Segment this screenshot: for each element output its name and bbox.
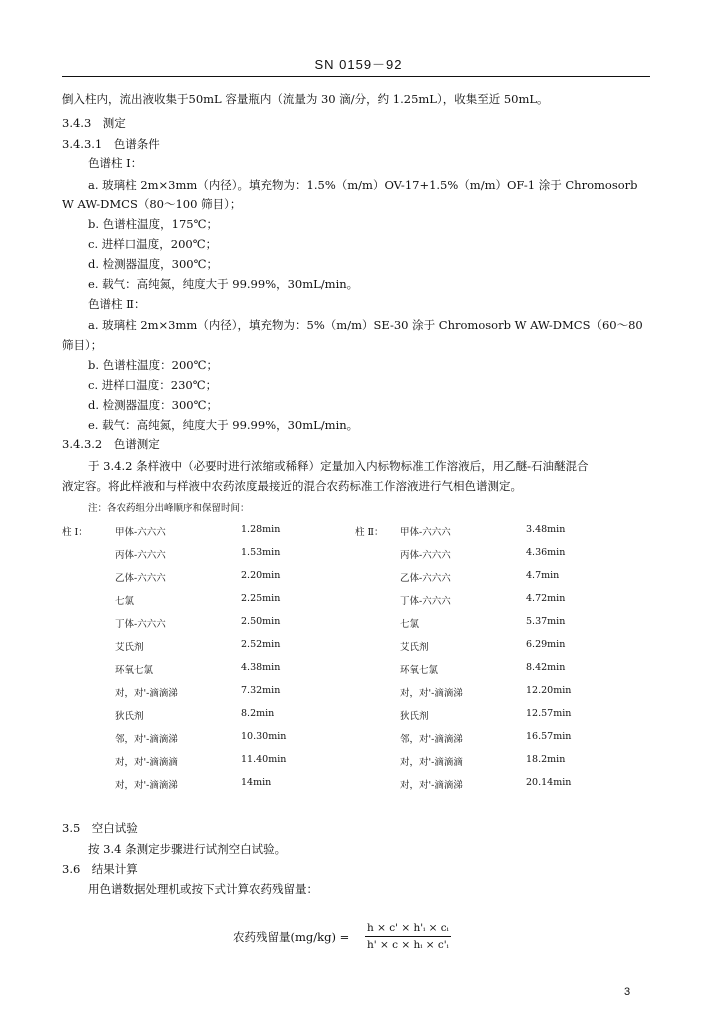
column-2-title: 色谱柱 Ⅱ： bbox=[88, 297, 146, 311]
column-2-item-a: a. 玻璃柱 2m×3mm（内径），填充物为：5%（m/m）SE-30 涂于 Chromosorb W AW-DMCS（60～80 bbox=[88, 318, 643, 332]
formula-denominator: h' × c × hᵢ × c'ᵢ bbox=[367, 939, 449, 951]
retention-time: 1.53min bbox=[241, 547, 281, 558]
retention-time: 2.20min bbox=[241, 570, 281, 581]
column-1-item-c: c. 进样口温度，200℃； bbox=[88, 237, 218, 251]
retention-time: 18.2min bbox=[526, 754, 566, 765]
section-heading-3-5: 3.5 空白试验 bbox=[62, 821, 138, 835]
column-1-item-d: d. 检测器温度，300℃； bbox=[88, 257, 218, 271]
header-rule bbox=[62, 76, 650, 77]
retention-time: 20.14min bbox=[526, 777, 572, 788]
column-2-item-d: d. 检测器温度：300℃； bbox=[88, 398, 218, 412]
page-number: 3 bbox=[624, 986, 631, 998]
column-1-title: 色谱柱 Ⅰ： bbox=[88, 156, 143, 170]
section-heading-3-4-3: 3.4.3 测定 bbox=[62, 116, 126, 130]
compound-name: 对，对'-滴滴滴 bbox=[115, 757, 178, 768]
retention-time: 7.32min bbox=[241, 685, 281, 696]
column-2-item-a-cont: 筛目）； bbox=[62, 338, 103, 352]
paragraph-line: 于 3.4.2 条样液中（必要时进行浓缩或稀释）定量加入内标物标准工作溶液后，用乙醚-石油醚混合 bbox=[88, 459, 589, 473]
column-1-item-b: b. 色谱柱温度，175℃； bbox=[88, 217, 218, 231]
retention-time: 10.30min bbox=[241, 731, 287, 742]
compound-name: 艾氏剂 bbox=[115, 642, 144, 653]
paragraph-line: 按 3.4 条测定步骤进行试剂空白试验。 bbox=[88, 842, 287, 856]
compound-name: 环氧七氯 bbox=[400, 665, 439, 676]
document-code: SN 0159－92 bbox=[314, 57, 403, 72]
retention-time: 4.7min bbox=[526, 570, 560, 581]
retention-time: 1.28min bbox=[241, 524, 281, 535]
paragraph-line: 倒入柱内，流出液收集于50mL 容量瓶内（流量为 30 滴/分，约 1.25mL），收集至近 50mL。 bbox=[62, 92, 549, 106]
retention-time: 3.48min bbox=[526, 524, 566, 535]
compound-name: 对，对'-滴滴涕 bbox=[115, 688, 178, 699]
retention-time: 2.25min bbox=[241, 593, 281, 604]
column-2-item-c: c. 进样口温度：230℃； bbox=[88, 378, 218, 392]
column-2-item-b: b. 色谱柱温度：200℃； bbox=[88, 358, 218, 372]
compound-name: 乙体-六六六 bbox=[115, 573, 166, 584]
compound-name: 丁体-六六六 bbox=[115, 619, 166, 630]
paragraph-line: 液定容。将此样液和与样液中农药浓度最接近的混合农药标准工作溶液进行气相色谱测定。 bbox=[62, 479, 522, 493]
retention-time: 8.2min bbox=[241, 708, 275, 719]
column-1-item-a: a. 玻璃柱 2m×3mm（内径）。填充物为：1.5%（m/m）OV-17+1.5%（m/m）OF-1 涂于 Chromosorb bbox=[88, 178, 638, 192]
retention-time: 4.36min bbox=[526, 547, 566, 558]
compound-name: 七氯 bbox=[115, 596, 135, 607]
retention-time: 4.38min bbox=[241, 662, 281, 673]
retention-time: 16.57min bbox=[526, 731, 572, 742]
section-heading-3-4-3-2: 3.4.3.2 色谱测定 bbox=[62, 437, 160, 451]
compound-name: 狄氏剂 bbox=[115, 711, 144, 722]
table-note: 注：各农药组分出峰顺序和保留时间： bbox=[88, 503, 250, 514]
retention-time: 11.40min bbox=[241, 754, 287, 765]
compound-name: 邻，对'-滴滴涕 bbox=[400, 734, 463, 745]
paragraph-line: 用色谱数据处理机或按下式计算农药残留量： bbox=[88, 882, 318, 896]
compound-name: 对，对'-滴滴涕 bbox=[115, 780, 178, 791]
retention-time: 4.72min bbox=[526, 593, 566, 604]
retention-time: 5.37min bbox=[526, 616, 566, 627]
compound-name: 丙体-六六六 bbox=[115, 550, 166, 561]
fraction-bar bbox=[365, 936, 451, 937]
compound-name: 环氧七氯 bbox=[115, 665, 154, 676]
compound-name: 甲体-六六六 bbox=[115, 527, 166, 538]
compound-name: 对，对'-滴滴涕 bbox=[400, 688, 463, 699]
formula-numerator: h × c' × h'ᵢ × cᵢ bbox=[367, 922, 449, 934]
compound-name: 乙体-六六六 bbox=[400, 573, 451, 584]
column-1-item-a-cont: W AW-DMCS（80～100 筛目）； bbox=[62, 197, 242, 211]
column-1-label: 柱 Ⅰ： bbox=[62, 527, 88, 538]
section-heading-3-6: 3.6 结果计算 bbox=[62, 862, 138, 876]
column-2-item-e: e. 载气：高纯氮，纯度大于 99.99%，30mL/min。 bbox=[88, 418, 359, 432]
compound-name: 狄氏剂 bbox=[400, 711, 429, 722]
compound-name: 七氯 bbox=[400, 619, 420, 630]
compound-name: 对，对'-滴滴滴 bbox=[400, 757, 463, 768]
retention-time: 12.20min bbox=[526, 685, 572, 696]
compound-name: 邻，对'-滴滴涕 bbox=[115, 734, 178, 745]
compound-name: 艾氏剂 bbox=[400, 642, 429, 653]
retention-time: 14min bbox=[241, 777, 272, 788]
section-heading-3-4-3-1: 3.4.3.1 色谱条件 bbox=[62, 137, 160, 151]
compound-name: 甲体-六六六 bbox=[400, 527, 451, 538]
formula-lhs: 农药残留量(mg/kg) = bbox=[233, 930, 350, 944]
compound-name: 对，对'-滴滴涕 bbox=[400, 780, 463, 791]
formula-fraction bbox=[365, 922, 451, 951]
retention-time: 12.57min bbox=[526, 708, 572, 719]
column-1-item-e: e. 载气：高纯氮，纯度大于 99.99%，30mL/min。 bbox=[88, 277, 359, 291]
compound-name: 丁体-六六六 bbox=[400, 596, 451, 607]
retention-time: 2.50min bbox=[241, 616, 281, 627]
column-2-label: 柱 Ⅱ： bbox=[355, 527, 384, 538]
retention-time: 6.29min bbox=[526, 639, 566, 650]
retention-time: 8.42min bbox=[526, 662, 566, 673]
compound-name: 丙体-六六六 bbox=[400, 550, 451, 561]
retention-time: 2.52min bbox=[241, 639, 281, 650]
